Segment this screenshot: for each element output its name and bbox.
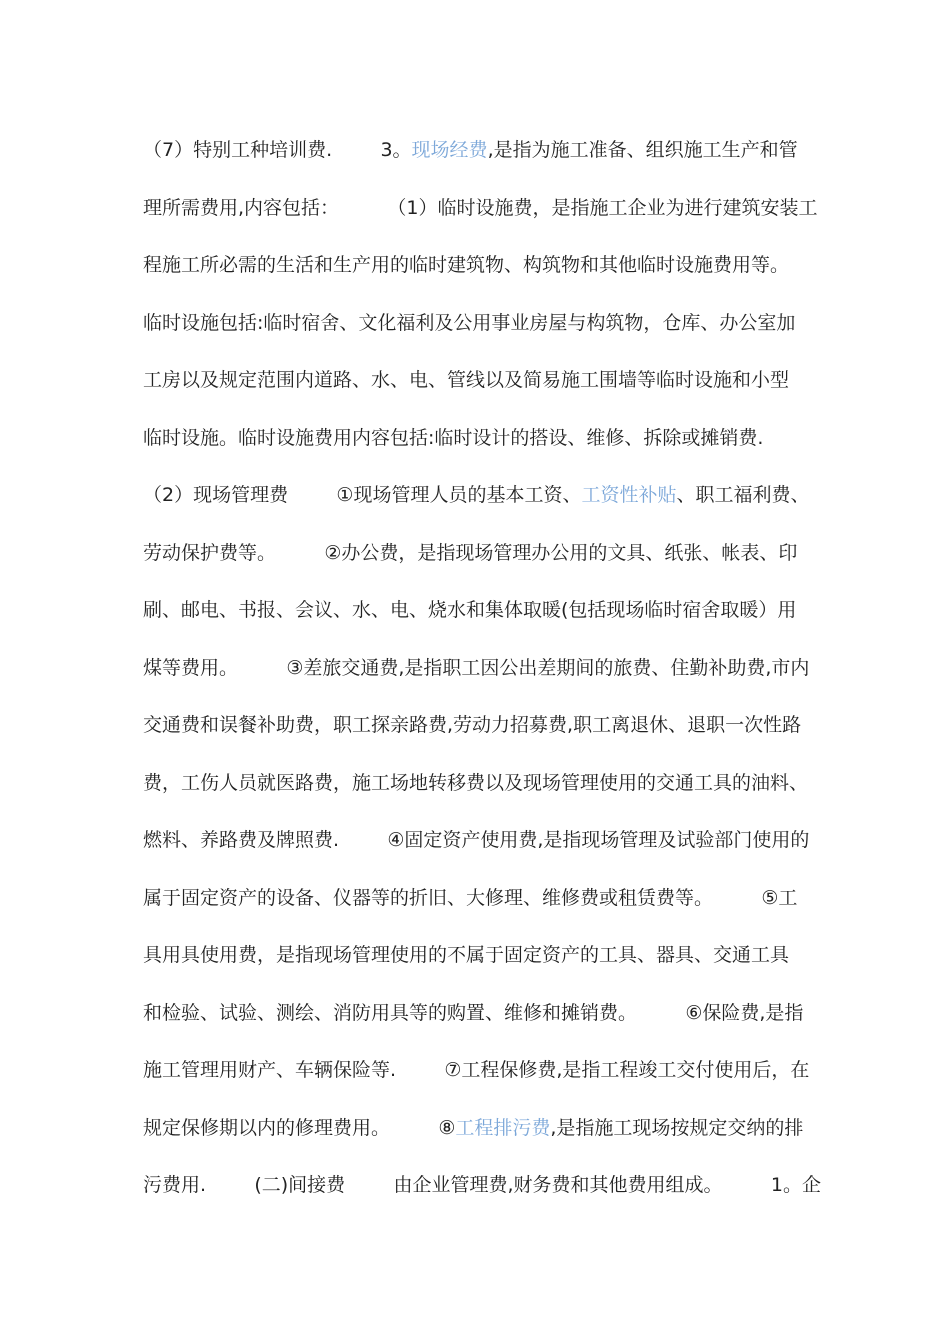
inline-link[interactable]: 工程排污费 — [455, 1116, 551, 1139]
text-line — [143, 193, 823, 223]
text-segment: ,是指施工现场按规定交纳的排 — [550, 1116, 804, 1139]
text-line — [143, 365, 823, 395]
text-segment: 程施工所必需的生活和生产用的临时建筑物、构筑物和其他临时设施费用等。 — [143, 254, 790, 276]
text-line — [143, 250, 823, 280]
text-line — [143, 998, 823, 1028]
text-segment: ,是指为施工准备、组织施工生产和管 — [487, 139, 798, 161]
text-segment: 施工管理用财产、车辆保险等. ⑦工程保修费,是指工程竣工交付使用后，在 — [143, 1059, 810, 1081]
inline-link[interactable]: 工资性补贴 — [581, 484, 677, 506]
text-segment: 和检验、试验、测绘、消防用具等的购置、维修和摊销费。 ⑥保险费,是指 — [143, 1001, 804, 1024]
text-segment: 临时设施包括:临时宿舍、文化福利及公用事业房屋与构筑物，仓库、办公室加 — [143, 311, 796, 334]
text-segment: （7）特别工种培训费. 3。 — [143, 139, 412, 161]
text-line — [143, 480, 823, 510]
text-line — [143, 538, 823, 568]
text-segment: 理所需费用,内容包括： （1）临时设施费，是指施工企业为进行建筑安装工 — [143, 196, 818, 219]
text-segment: 费，工伤人员就医路费，施工场地转移费以及现场管理使用的交通工具的油料、 — [143, 771, 809, 794]
text-segment: 交通费和误餐补助费，职工探亲路费,劳动力招募费,职工离退休、退职一次性路 — [143, 714, 802, 736]
text-line — [143, 710, 823, 740]
text-segment: 、职工福利费、 — [676, 484, 810, 506]
text-segment: 煤等费用。 ③差旅交通费,是指职工因公出差期间的旅费、住勤补助费,市内 — [143, 656, 810, 679]
text-segment: （2）现场管理费 ①现场管理人员的基本工资、 — [143, 484, 582, 506]
text-segment: 劳动保护费等。 ②办公费，是指现场管理办公用的文具、纸张、帐表、印 — [143, 541, 798, 564]
text-segment: 工房以及规定范围内道路、水、电、管线以及简易施工围墙等临时设施和小型 — [143, 369, 790, 391]
text-line — [143, 135, 823, 165]
text-line — [143, 825, 823, 855]
text-segment: 燃料、养路费及牌照费. ④固定资产使用费,是指现场管理及试验部门使用的 — [143, 829, 810, 851]
text-segment: 临时设施。临时设施费用内容包括:临时设计的搭设、维修、拆除或摊销费. — [143, 426, 764, 449]
text-line — [143, 308, 823, 338]
text-line — [143, 883, 823, 913]
text-line — [143, 1170, 823, 1200]
text-line — [143, 768, 823, 798]
text-segment: 规定保修期以内的修理费用。 ⑧ — [143, 1116, 456, 1139]
text-line — [143, 423, 823, 453]
text-line — [143, 940, 823, 970]
text-segment: 属于固定资产的设备、仪器等的折旧、大修理、维修费或租赁费等。 ⑤工 — [143, 886, 798, 909]
text-line — [143, 595, 823, 625]
text-segment: 具用具使用费，是指现场管理使用的不属于固定资产的工具、器具、交通工具 — [143, 944, 790, 966]
text-segment: 污费用. (二)间接费 由企业管理费,财务费和其他费用组成。 1。企 — [143, 1174, 821, 1196]
text-line — [143, 1113, 823, 1143]
text-segment: 刷、邮电、书报、会议、水、电、烧水和集体取暖(包括现场临时宿舍取暖）用 — [143, 599, 797, 621]
inline-link[interactable]: 现场经费 — [411, 139, 488, 161]
text-line — [143, 1055, 823, 1085]
text-line — [143, 653, 823, 683]
